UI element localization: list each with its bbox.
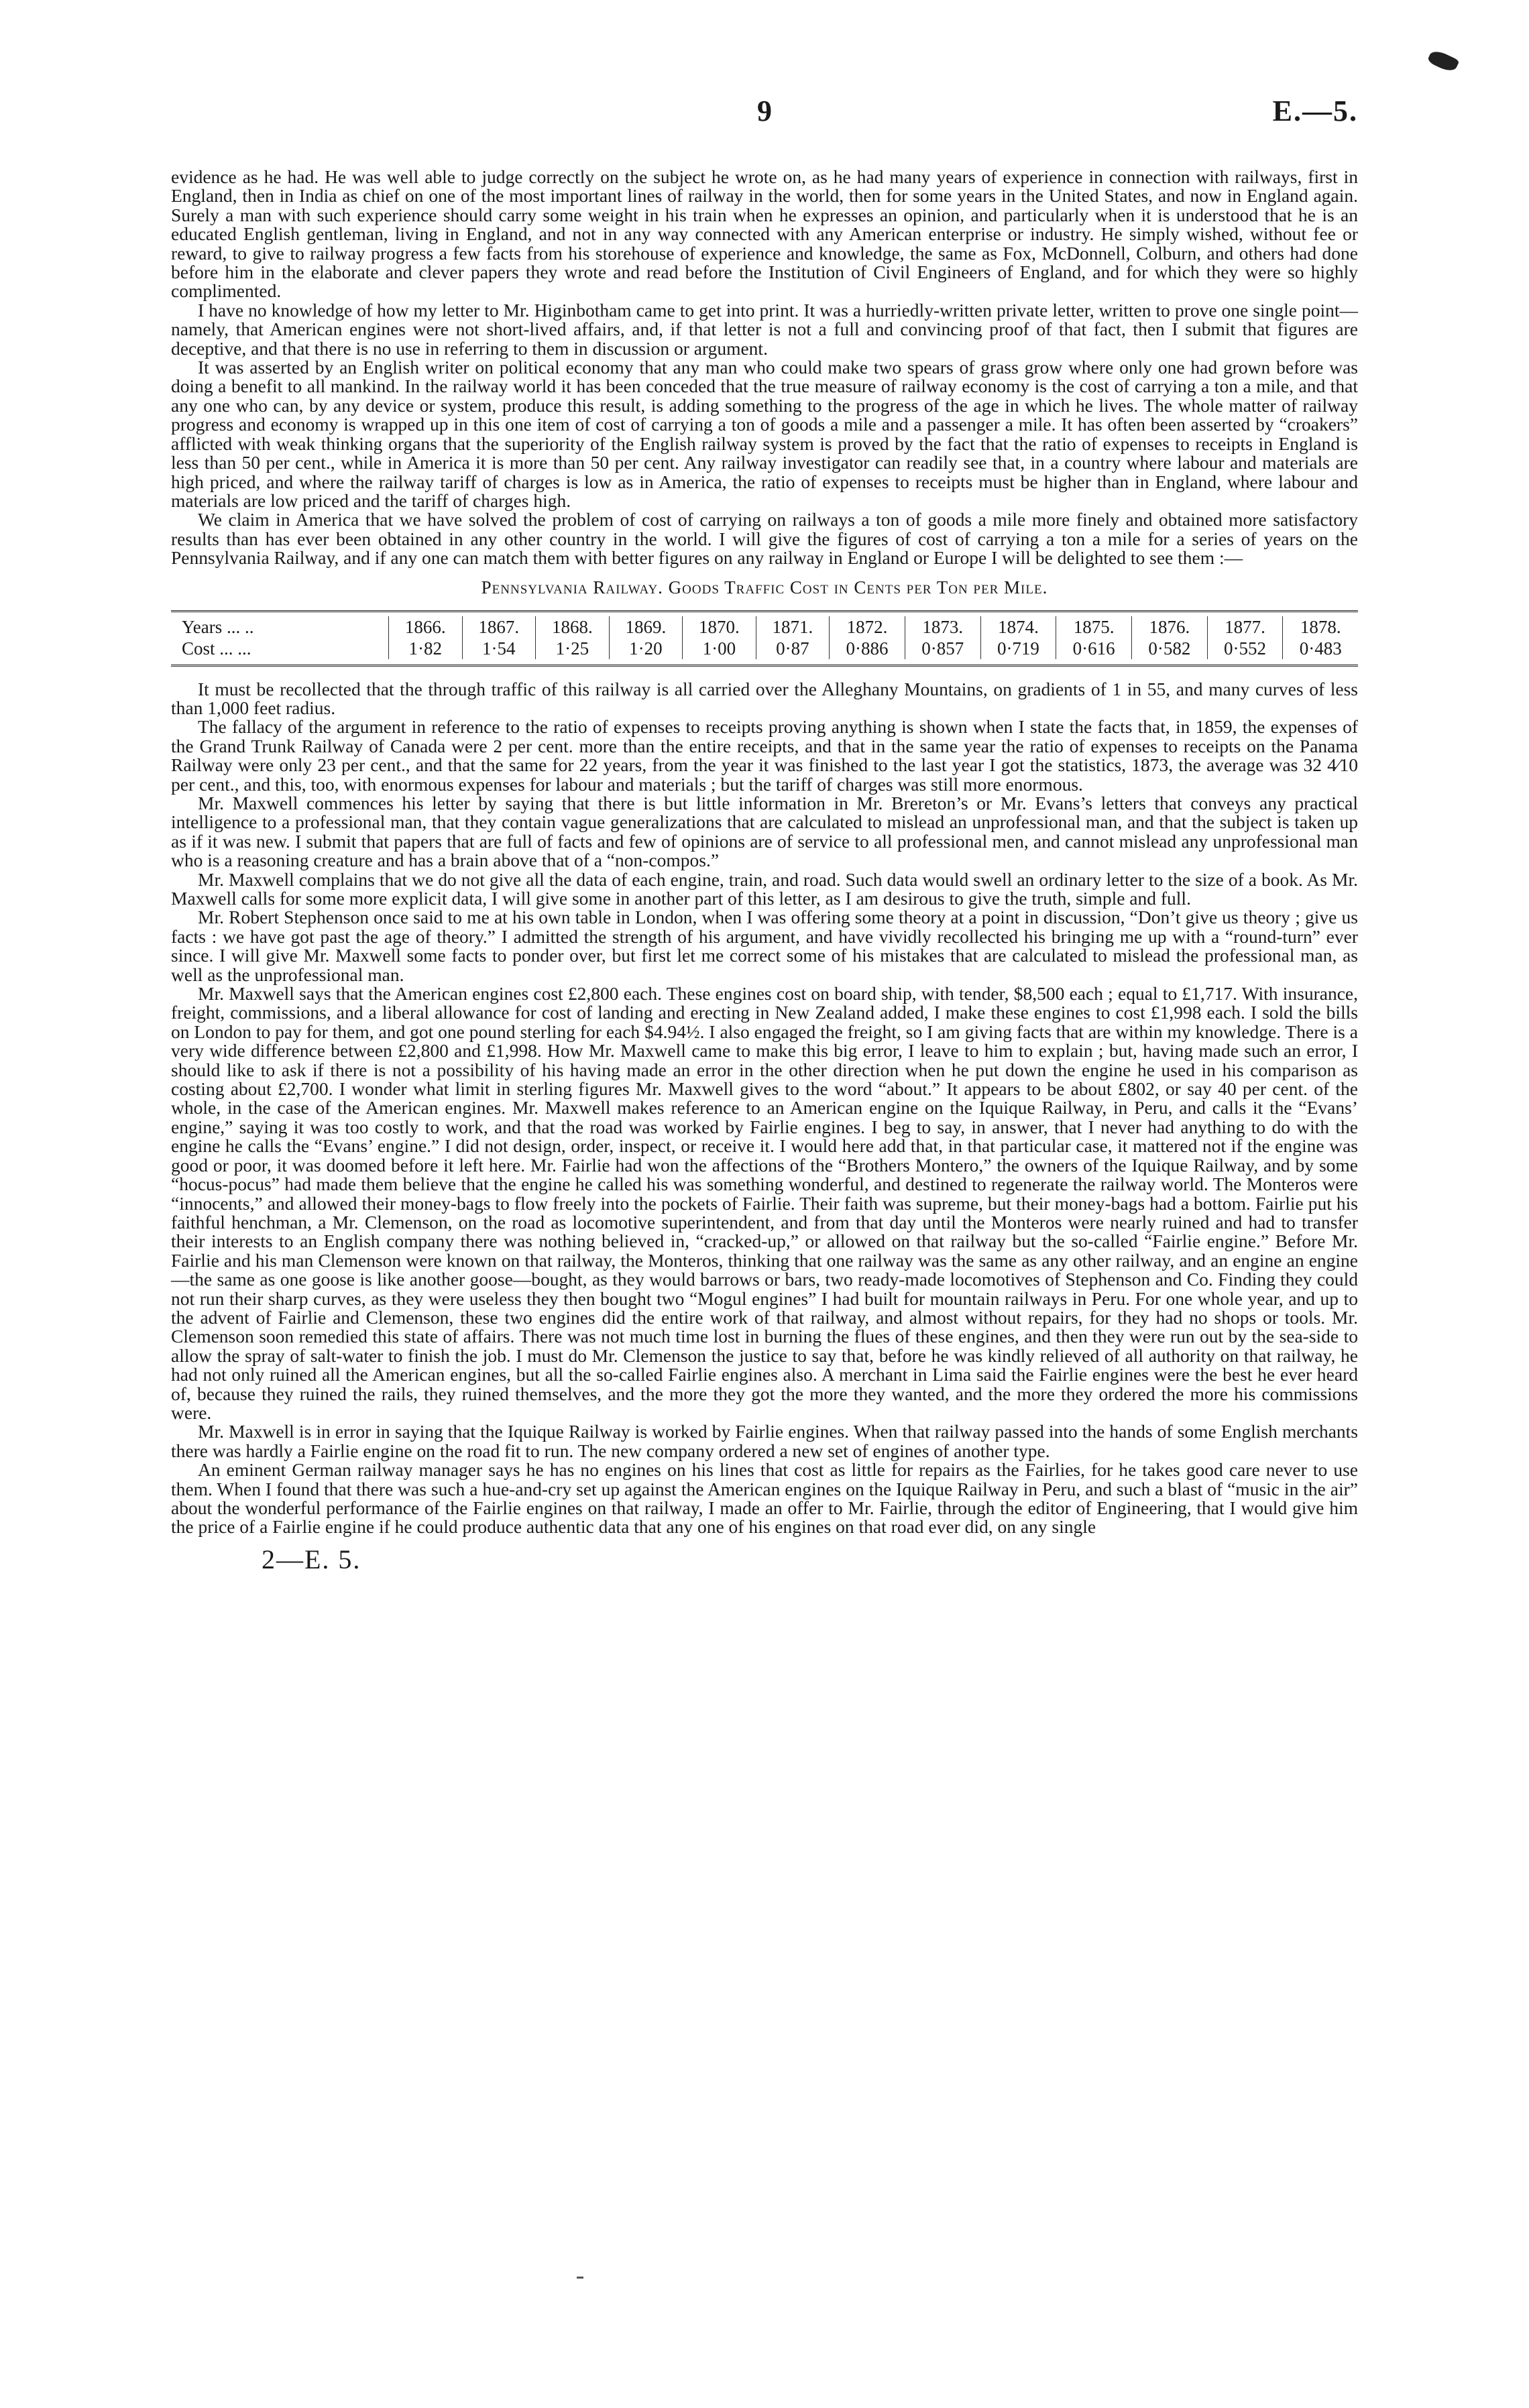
bottom-dash-mark [577, 2277, 583, 2279]
paragraph: Mr. Maxwell says that the American engines cost £2,800 each. These engines cost on board ship, with tender, $8,500 each ; equal to £1,717. With insurance, freight, commissions, and a liberal allowance for cost of landing and erecting in New Zealand added, I make these engines to cost £1,998 each. I sold the bills on London to pay for them, and got one pound sterling for each $4.94½. I also engaged the freight, so I am giving facts that are within my knowledge. There is a very wide difference between £2,800 and £1,998. How Mr. Maxwell came to make this big error, I leave to him to explain ; but, having made such an error, I should like to ask if there is not a possibility of his having made an error in the other direction when he put down the engine he used in his comparison as costing about £2,700. I wonder what limit in sterling figures Mr. Maxwell gives to the word “about.” It appears to be about £802, or say 40 per cent. of the whole, in the case of the American engines. Mr. Maxwell makes reference to an American engine on the Iquique Railway, in Peru, and calls it the “Evans’ engine,” saying it was too costly to work, and that the road was worked by Fairlie engines. I beg to say, in answer, that I never had anything to do with the engine he calls the “Evans’ engine.” I did not design, order, inspect, or receive it. I would here add that, in that particular case, it mattered not if the engine was good or poor, it was doomed before it left here. Mr. Fairlie had won the affections of the “Brothers Montero,” the owners of the Iquique Railway, and by some “hocus-pocus” had made them believe that the engine he called his was something wonderful, and destined to regenerate the railway world. The Monteros were “innocents,” and allowed their money-bags to flow freely into the pockets of Fairlie. Their faith was supreme, but their money-bags had a bottom. Fairlie put his faithful henchman, a Mr. Clemenson, on the road as locomotive superintendent, and from that day until the Monteros were nearly ruined and had to transfer their interests to an English company there was nothing believed in, “cracked-up,” or allowed on that railway but the so-called “Fairlie engine.” Before Mr. Fairlie and his man Clemenson were known on that railway, the Monteros, thinking that one railway was the same as any other railway, and an engine an engine—the same as one goose is like another goose—bought, as they would barrows or bars, two ready-made locomotives of Stephenson and Co. Finding they could not run their sharp curves, as they were useless they then bought two “Mogul engines” I had built for mountain railways in Peru. For one whole year, and up to the advent of Fairlie and Clemenson, these two engines did the entire work of that railway, and almost without repairs, for they had no shops or tools. Mr. Clemenson soon remedied this state of affairs. There was not much time lost in burning the flues of these engines, and then they were run out by the sea-side to allow the spray of salt-water to finish the job. I must do Mr. Clemenson the justice to say that, before he was kindly relieved of all authority on that railway, he had not only ruined all the American engines, but all the so-called Fairlie engines also. A merchant in Lima said the Fairlie engines were the best he ever heard of, because they ruined the rails, they ruined themselves, and the more they got the more they wanted, and the more they ordered the more his commissions were. [171, 983, 1358, 1423]
paragraph: Mr. Maxwell is in error in saying that the Iquique Railway is worked by Fairlie engines. When that railway passed into the hands of some English merchants there was hardly a Fairlie engine on the road fit to run. The new company ordered a new set of engines of another type. [171, 1421, 1358, 1461]
paragraph: An eminent German railway manager says he has no engines on his lines that cost as little for repairs as the Fairlies, for he takes good care never to use them. When I found that there was such a hue-and-cry set up against the American engines on the Iquique Railway in Peru, and such a blast of “music in the air” about the wonderful performance of the Fairlie engines on that railway, I made an offer to Mr. Fairlie, through the editor of Engineering, that I would give him the price of a Fairlie engine if he could produce authentic data that any one of his engines on that road ever did, on any single [171, 1459, 1358, 1538]
cost-cell: 0·87 [756, 638, 830, 659]
year-cell: 1867. [462, 616, 536, 638]
cost-cell: 0·719 [980, 638, 1056, 659]
cost-cell: 0·857 [905, 638, 980, 659]
table-row-cost [171, 638, 1358, 659]
body-text [171, 168, 1358, 1537]
table-row-years [171, 616, 1358, 638]
cost-cell: 0·582 [1132, 638, 1208, 659]
paragraph: The fallacy of the argument in reference to the ratio of expenses to receipts proving anything is shown when I state the facts that, in 1859, the expenses of the Grand Trunk Railway of Canada were 2 per cent. more than the entire receipts, and that in the same year the ratio of expenses to receipts on the Panama Railway were only 23 per cent., and that the same for 22 years, from the year it was finished to the last year I got the statistics, 1873, the average was 32 4⁄10 per cent., and this, too, with enormous expenses for labour and materials ; but the tariff of charges was still more enormous. [171, 716, 1358, 795]
signature-mark: 2—E. 5. [262, 1544, 361, 1574]
cost-cell: 1·82 [389, 638, 463, 659]
cost-cell: 0·886 [830, 638, 905, 659]
year-cell: 1876. [1132, 616, 1208, 638]
cost-cell: 0·616 [1056, 638, 1132, 659]
year-cell: 1872. [830, 616, 905, 638]
cost-cell: 1·00 [683, 638, 756, 659]
cost-table [171, 616, 1358, 659]
row-label-years: Years ... .. [182, 616, 254, 637]
year-cell: 1874. [980, 616, 1056, 638]
cost-cell: 1·54 [462, 638, 536, 659]
cost-cell: 0·552 [1207, 638, 1283, 659]
paragraph: Mr. Maxwell complains that we do not give all the data of each engine, train, and road. Such data would swell an ordinary letter to the size of a book. As Mr. Maxwell calls for some more explicit data, I will give some in another part of this letter, as I am desirous to give the truth, simple and full. [171, 868, 1358, 909]
year-cell: 1873. [905, 616, 980, 638]
cost-table-frame [171, 610, 1358, 667]
row-label-cost: Cost ... ... [182, 638, 251, 658]
paragraph-continuation: evidence as he had. He was well able to judge correctly on the subject he wrote on, as he had many years of experience in connection with railways, first in England, then in India as chief on one of the most important lines of railway in the world, then for some years in the United States, and now in England again. Surely a man with such experience should carry some weight in his train when he expresses an opinion, and particularly when it is understood that he is an educated English gentleman, living in England, and not in any way connected with any American enterprise or industry. He simply wished, without fee or reward, to give to railway progress a few facts from his storehouse of experience and knowledge, the same as Fox, McDonnell, Colburn, and others had done before him in the elaborate and clever papers they wrote and read before the Institution of Civil Engineers of England, and for which they were so highly complimented. [171, 166, 1358, 302]
paragraph: Mr. Robert Stephenson once said to me at his own table in London, when I was offering some theory at a point in discussion, “Don’t give us theory ; give us facts : we have got past the age of theory.” I admitted the strength of his argument, and have vividly recollected his bringing me up with a “round-turn” ever since. I will give Mr. Maxwell some facts to ponder over, but first let me correct some of his mistakes that are calculated to mislead the professional man, as well as the unprofessional man. [171, 907, 1358, 985]
year-cell: 1871. [756, 616, 830, 638]
cost-cell: 1·25 [536, 638, 610, 659]
year-cell: 1870. [683, 616, 756, 638]
year-cell: 1868. [536, 616, 610, 638]
document-page [171, 94, 1358, 1575]
table-title: Pennsylvania Railway. Goods Traffic Cost in Cents per Ton per Mile. [481, 577, 1048, 597]
cost-cell: 0·483 [1283, 638, 1358, 659]
paragraph: It must be recollected that the through traffic of this railway is all carried over the Alleghany Mountains, on gradients of 1 in 55, and many curves of less than 1,000 feet radius. [171, 678, 1358, 718]
year-cell: 1877. [1207, 616, 1283, 638]
corner-ink-mark [1426, 48, 1459, 74]
year-cell: 1866. [389, 616, 463, 638]
document-reference: E.—5. [1272, 95, 1358, 127]
paragraph: Mr. Maxwell commences his letter by saying that there is but little information in Mr. Brereton’s or Mr. Evans’s letters that conveys any practical intelligence to a professional man, that they contain vague generalizations that are calculated to mislead an unprofessional man, and that the subject is taken up as if it was new. I submit that papers that are full of facts and few of opinions are of service to all professional men, and cannot mislead any unprofessional man who is a reasoning creature and has a brain above that of a “non-compos.” [171, 792, 1358, 871]
paragraph: We claim in America that we have solved the problem of cost of carrying on railways a ton of goods a mile more finely and obtained more satisfactory results than has ever been obtained in any other country in the world. I will give the figures of cost of carrying a ton a mile for a series of years on the Pennsylvania Railway, and if any one can match them with better figures on any railway in England or Europe I will be delighted to see them :— [171, 509, 1358, 569]
page-header [171, 94, 1358, 168]
cost-cell: 1·20 [609, 638, 683, 659]
paragraph: It was asserted by an English writer on political economy that any man who could make two spears of grass grow where only one had grown before was doing a benefit to all mankind. In the railway world it has been conceded that the true measure of railway economy is the cost of carrying a ton a mile, and that any one who can, by any device or system, produce this result, is adding something to the progress of the age in which he lives. The whole matter of railway progress and economy is wrapped up in this one item of cost of carrying a ton of goods a mile and a passenger a mile. It has often been asserted by “croakers” afflicted with weak thinking organs that the superiority of the English railway system is proved by the fact that the ratio of expenses to receipts in England is less than 50 per cent., while in America it is more than 50 per cent. Any railway investigator can readily see that, in a country where labour and materials are high priced, and where the railway tariff of charges is low as in America, the ratio of expenses to receipts must be higher than in England, where labour and materials are low priced and the tariff of charges high. [171, 357, 1358, 511]
year-cell: 1875. [1056, 616, 1132, 638]
page-number: 9 [757, 95, 772, 127]
year-cell: 1869. [609, 616, 683, 638]
year-cell: 1878. [1283, 616, 1358, 638]
paragraph: I have no knowledge of how my letter to Mr. Higinbotham came to get into print. It was a hurriedly-written private letter, written to prove one single point—namely, that American engines were not short-lived affairs, and, if that letter is not a full and convincing proof of that fact, then I submit that figures are deceptive, and that there is no use in referring to them in discussion or argument. [171, 299, 1358, 359]
